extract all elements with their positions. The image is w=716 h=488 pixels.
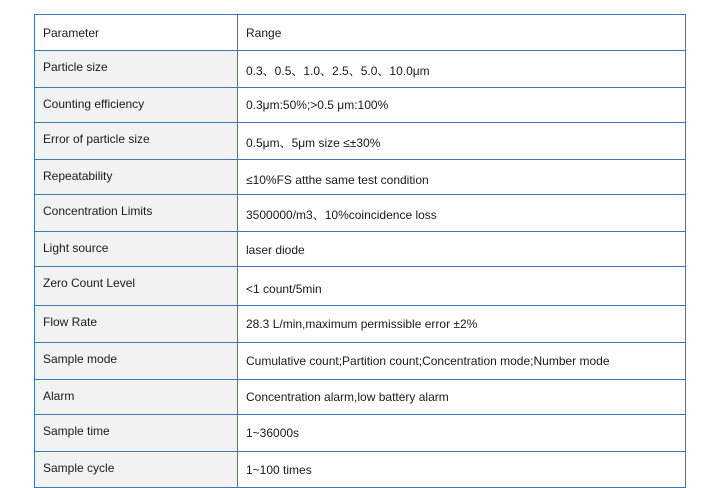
row-parameter: Flow Rate [35, 306, 238, 343]
row-parameter: Repeatability [35, 160, 238, 195]
header-range: Range [238, 15, 686, 51]
table-row [35, 267, 686, 306]
row-value: 28.3 L/min,maximum permissible error ±2% [238, 306, 686, 343]
row-value: ≤10%FS atthe same test condition [238, 160, 686, 195]
table-row [35, 452, 686, 488]
row-parameter: Alarm [35, 380, 238, 415]
table-row [35, 195, 686, 232]
table-row [35, 88, 686, 123]
table-header-row [35, 15, 686, 51]
row-parameter: Concentration Limits [35, 195, 238, 232]
table-row [35, 380, 686, 415]
row-value: 3500000/m3、10%coincidence loss [238, 195, 686, 232]
row-value: 1~36000s [238, 415, 686, 452]
row-parameter: Error of particle size [35, 123, 238, 160]
row-value: laser diode [238, 232, 686, 267]
table-row [35, 415, 686, 452]
table-row [35, 51, 686, 88]
table-row [35, 343, 686, 380]
spec-table [34, 14, 686, 488]
row-value: 0.3μm:50%;>0.5 μm:100% [238, 88, 686, 123]
table-row [35, 123, 686, 160]
row-parameter: Sample time [35, 415, 238, 452]
table-row [35, 306, 686, 343]
row-parameter: Zero Count Level [35, 267, 238, 306]
row-parameter: Particle size [35, 51, 238, 88]
row-value: 0.5μm、5μm size ≤±30% [238, 123, 686, 160]
row-parameter: Counting efficiency [35, 88, 238, 123]
row-value: 0.3、0.5、1.0、2.5、5.0、10.0μm [238, 51, 686, 88]
row-parameter: Light source [35, 232, 238, 267]
row-value: Concentration alarm,low battery alarm [238, 380, 686, 415]
header-parameter: Parameter [35, 15, 238, 51]
row-parameter: Sample cycle [35, 452, 238, 488]
table-row [35, 160, 686, 195]
row-parameter: Sample mode [35, 343, 238, 380]
row-value: 1~100 times [238, 452, 686, 488]
row-value: Cumulative count;Partition count;Concentration mode;Number mode [238, 343, 686, 380]
row-value: <1 count/5min [238, 267, 686, 306]
table-row [35, 232, 686, 267]
